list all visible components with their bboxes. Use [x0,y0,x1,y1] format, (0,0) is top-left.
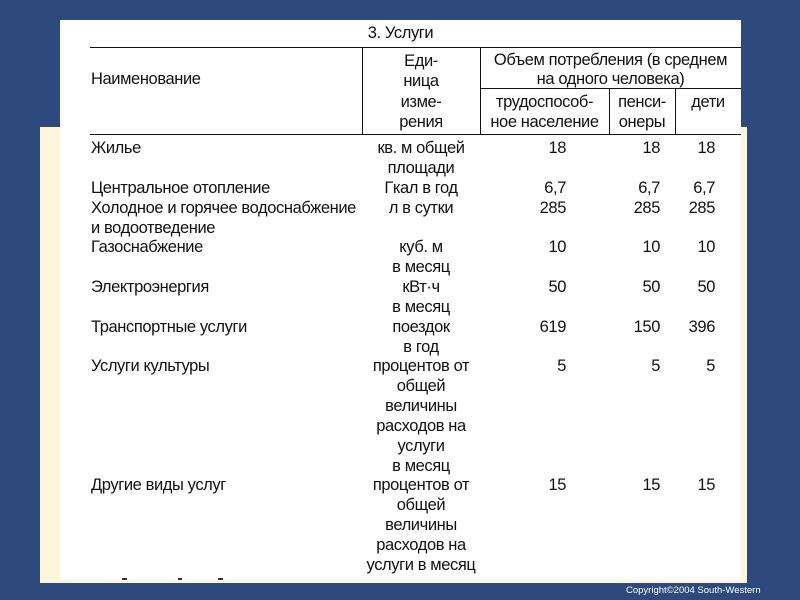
row-value-pensioners: 150 [633,318,660,336]
row-unit-line: куб. м [399,238,443,256]
header-unit-line: Еди- [404,52,438,70]
header-pensioners-line: онеры [618,113,666,131]
copyright-notice: Copyright©2004 South-Western [626,585,761,596]
row-value-working: 18 [548,139,566,157]
row-unit-line: услуги в месяц [366,556,476,574]
row-unit-line: процентов от [372,357,470,375]
scanned-table-sheet [60,20,741,580]
row-unit-line: общей [396,496,446,514]
row-value-working: 50 [548,278,566,296]
row-unit-line: поездок [392,318,450,336]
row-unit-line: расходов на [376,417,466,435]
header-pensioners-line: пенси- [618,93,666,111]
header-consumption-line: на одного человека) [536,70,685,88]
row-value-pensioners: 6,7 [638,179,660,197]
row-value-children: 10 [697,238,715,256]
row-name-line: Центральное отопление [91,179,270,197]
header-working-line: трудоспособ- [495,93,594,111]
row-name-line: Жилье [91,139,141,157]
row-value-pensioners: 285 [633,199,660,217]
header-consumption-line: Объем потребления (в среднем [493,51,728,69]
row-unit-line: Гкал в год [384,179,458,197]
header-unit-line: рения [399,113,443,131]
row-value-children: 18 [697,139,715,157]
row-unit-line: в месяц [392,258,450,276]
row-value-children: 285 [688,199,715,217]
row-name-line: Транспортные услуги [91,318,247,336]
row-unit-line: кв. м общей [377,139,465,157]
row-unit-line: величины [385,516,457,534]
header-unit-line: изме- [400,93,442,111]
row-unit-line: площади [387,159,455,177]
row-value-children: 5 [706,357,715,375]
header-top-rule [90,47,741,48]
row-value-working: 619 [539,318,566,336]
row-value-children: 15 [697,476,715,494]
row-value-children: 396 [688,318,715,336]
row-unit-line: величины [385,397,457,415]
row-unit-line: л в сутки [388,199,454,217]
row-unit-line: общей [396,377,446,395]
header-unit-line: ница [403,72,439,90]
row-value-working: 10 [548,238,566,256]
row-name-line: Холодное и горячее водоснабжение [91,199,356,217]
header-children: дети [691,93,725,111]
row-unit-line: в месяц [392,457,450,475]
row-unit-line: процентов от [372,476,470,494]
row-value-pensioners: 15 [642,476,660,494]
row-value-working: 5 [557,357,566,375]
row-name-line: Электроэнергия [91,278,209,296]
row-value-working: 285 [539,199,566,217]
header-name: Наименование [91,70,201,88]
row-name-line: Другие виды услуг [91,476,226,494]
row-value-children: 50 [697,278,715,296]
row-name-line: Газоснабжение [91,238,203,256]
row-name-line: Услуги культуры [91,357,210,375]
row-unit-line: в месяц [392,298,450,316]
row-unit-line: в год [403,338,439,356]
row-value-children: 6,7 [693,179,715,197]
row-value-pensioners: 10 [642,238,660,256]
row-value-pensioners: 50 [642,278,660,296]
row-unit-line: расходов на [376,536,466,554]
row-value-working: 15 [548,476,566,494]
row-unit-line: кВт·ч [402,278,440,296]
row-value-working: 6,7 [544,179,566,197]
table-title: 3. Услуги [367,24,434,42]
row-name-line: и водоотведение [91,219,216,237]
header-working-line: ное население [490,113,599,131]
header-bottom-rule [90,134,741,135]
cropped-text-fragment [100,572,240,580]
row-unit-line: услуги [397,437,445,455]
row-value-pensioners: 5 [651,357,660,375]
row-value-pensioners: 18 [642,139,660,157]
